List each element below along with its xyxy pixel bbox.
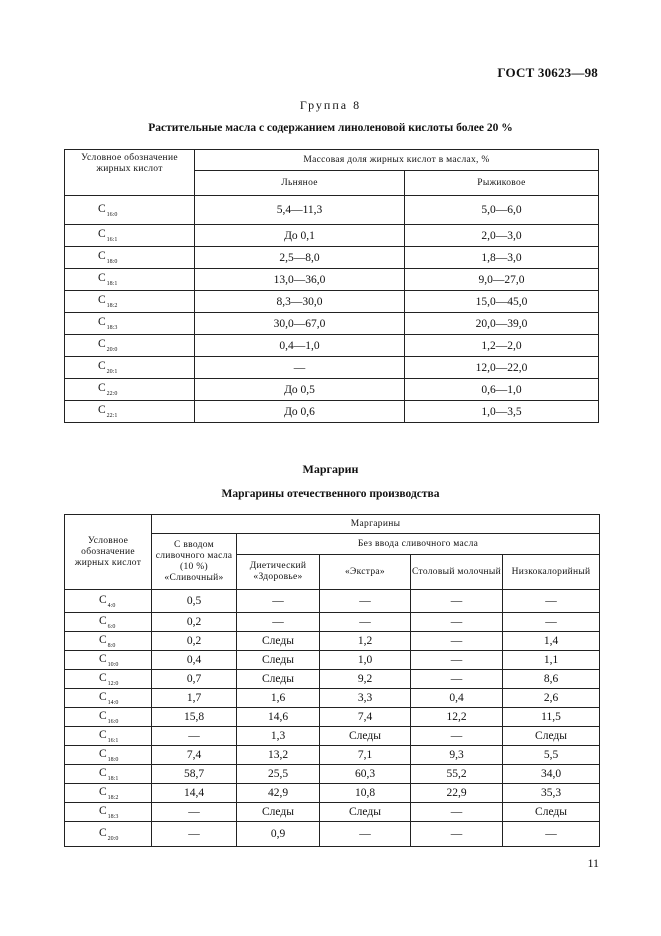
table-cell: 1,3 xyxy=(237,727,320,746)
table-cell: 1,2—2,0 xyxy=(405,335,599,357)
acid-symbol: C xyxy=(99,804,107,817)
acid-symbol: C xyxy=(98,272,106,284)
acid-symbol: C xyxy=(99,633,107,646)
table-cell: 0,4—1,0 xyxy=(195,335,405,357)
acid-symbol: C xyxy=(98,202,106,215)
acid-label xyxy=(65,269,195,291)
vegetable-oils-table xyxy=(64,149,599,423)
table-cell: — xyxy=(237,613,320,632)
table-cell: 58,7 xyxy=(152,765,237,784)
acid-subscript: 10:0 xyxy=(107,661,119,668)
table-cell: 0,7 xyxy=(152,670,237,689)
acid-subscript: 22:0 xyxy=(106,391,118,397)
table-cell: Следы xyxy=(237,803,320,822)
table-cell: 15,0—45,0 xyxy=(405,291,599,313)
table-cell: Следы xyxy=(237,651,320,670)
acid-subscript: 18:3 xyxy=(106,325,118,331)
table-row xyxy=(65,784,600,803)
table-cell: — xyxy=(411,822,503,847)
mass-fraction-header: Массовая доля жирных кислот в маслах, % xyxy=(195,150,599,171)
acid-subscript: 16:0 xyxy=(107,718,119,725)
acid-subscript: 12:0 xyxy=(107,680,119,687)
acid-label xyxy=(65,784,152,803)
table-cell: 2,0—3,0 xyxy=(405,225,599,247)
page-number: 11 xyxy=(587,856,599,870)
table-row xyxy=(65,247,599,269)
table-cell: — xyxy=(152,803,237,822)
table-cell: 1,8—3,0 xyxy=(405,247,599,269)
acid-label xyxy=(65,196,195,225)
table-cell: 7,1 xyxy=(320,746,411,765)
table-cell: — xyxy=(503,590,600,613)
table-row xyxy=(65,765,600,784)
table-cell: 1,7 xyxy=(152,689,237,708)
table-cell: 35,3 xyxy=(503,784,600,803)
table-cell: — xyxy=(320,590,411,613)
acid-symbol: C xyxy=(98,360,106,372)
acid-subscript: 16:1 xyxy=(107,737,119,744)
column-header: Низкокалорийный xyxy=(503,555,600,590)
table-row xyxy=(65,401,599,423)
table-cell: 20,0—39,0 xyxy=(405,313,599,335)
acid-label xyxy=(65,765,152,784)
table-row xyxy=(65,291,599,313)
table-cell: — xyxy=(411,651,503,670)
table-cell: 0,9 xyxy=(237,822,320,847)
table-cell: 13,0—36,0 xyxy=(195,269,405,291)
acid-label xyxy=(65,822,152,847)
table-row xyxy=(65,225,599,247)
table-row xyxy=(65,379,599,401)
acid-label xyxy=(65,632,152,651)
acid-label xyxy=(65,247,195,269)
acid-subscript: 22:1 xyxy=(106,413,118,419)
acid-subscript: 18:1 xyxy=(107,775,119,782)
acid-label xyxy=(65,651,152,670)
table-cell: — xyxy=(411,727,503,746)
column-header: Рыжиковое xyxy=(405,171,599,196)
table-cell: 1,0 xyxy=(320,651,411,670)
table2-title: Маргарины отечественного производства xyxy=(221,488,440,500)
table-cell: — xyxy=(411,803,503,822)
table-row xyxy=(65,632,600,651)
acid-label xyxy=(65,335,195,357)
table-row xyxy=(65,689,600,708)
acid-symbol: C xyxy=(98,316,106,328)
table-cell: 1,1 xyxy=(503,651,600,670)
table-cell: 1,0—3,5 xyxy=(405,401,599,423)
acid-subscript: 18:1 xyxy=(106,281,118,287)
acid-subscript: 16:0 xyxy=(106,211,118,218)
column-header: Столовый молочный xyxy=(411,555,503,590)
acid-symbol: C xyxy=(99,652,107,665)
table-cell: 14,4 xyxy=(152,784,237,803)
table-cell: 0,2 xyxy=(152,613,237,632)
acid-symbol: C xyxy=(99,593,107,606)
acid-symbol: C xyxy=(98,338,106,350)
acid-symbol: C xyxy=(99,690,107,703)
table-cell: 15,8 xyxy=(152,708,237,727)
table-row xyxy=(65,708,600,727)
table-cell: 1,6 xyxy=(237,689,320,708)
table-cell: До 0,6 xyxy=(195,401,405,423)
acid-symbol: C xyxy=(99,826,107,839)
acid-designation-header: Условное обозначение жирных кислот xyxy=(65,150,195,196)
acid-subscript: 18:2 xyxy=(106,303,118,309)
margarines-header: Маргарины xyxy=(152,515,600,534)
table-cell: 60,3 xyxy=(320,765,411,784)
column-header: Диетический «Здоровье» xyxy=(237,555,320,590)
acid-symbol: C xyxy=(98,382,106,394)
column-header: «Экстра» xyxy=(320,555,411,590)
table-cell: 22,9 xyxy=(411,784,503,803)
acid-designation-header: Условное обозначение жирных кислот xyxy=(65,515,152,590)
acid-symbol: C xyxy=(99,747,107,760)
acid-label xyxy=(65,670,152,689)
table-cell: — xyxy=(411,613,503,632)
table-cell: 0,2 xyxy=(152,632,237,651)
acid-label xyxy=(65,401,195,423)
table-cell: 0,6—1,0 xyxy=(405,379,599,401)
table-cell: 3,3 xyxy=(320,689,411,708)
table1-body xyxy=(65,196,599,423)
acid-symbol: C xyxy=(98,404,106,416)
table-cell: До 0,1 xyxy=(195,225,405,247)
acid-subscript: 18:3 xyxy=(107,813,119,820)
table-cell: — xyxy=(503,822,600,847)
table-cell: 13,2 xyxy=(237,746,320,765)
table-cell: Следы xyxy=(237,670,320,689)
table-row xyxy=(65,335,599,357)
acid-subscript: 18:0 xyxy=(107,756,119,763)
acid-subscript: 8:0 xyxy=(107,642,116,649)
table-cell: Следы xyxy=(503,803,600,822)
table-cell: 9,0—27,0 xyxy=(405,269,599,291)
acid-label xyxy=(65,689,152,708)
table-cell: 8,3—30,0 xyxy=(195,291,405,313)
table-cell: — xyxy=(411,670,503,689)
table2-body xyxy=(65,590,600,847)
table-row xyxy=(65,613,600,632)
acid-label xyxy=(65,313,195,335)
table-cell: 1,4 xyxy=(503,632,600,651)
acid-label xyxy=(65,708,152,727)
table-cell: 11,5 xyxy=(503,708,600,727)
table-cell: До 0,5 xyxy=(195,379,405,401)
table-cell: 34,0 xyxy=(503,765,600,784)
table-cell: 7,4 xyxy=(152,746,237,765)
table-row xyxy=(65,196,599,225)
table-cell: 12,0—22,0 xyxy=(405,357,599,379)
table-cell: 2,5—8,0 xyxy=(195,247,405,269)
acid-symbol: C xyxy=(99,728,107,741)
group-heading: Группа 8 xyxy=(299,98,362,112)
table-cell: Следы xyxy=(503,727,600,746)
table1-title: Растительные масла с содержанием линоленовой кислоты более 20 % xyxy=(148,122,513,134)
table-cell: 9,3 xyxy=(411,746,503,765)
acid-label xyxy=(65,803,152,822)
table-row xyxy=(65,746,600,765)
table-cell: 55,2 xyxy=(411,765,503,784)
table-row xyxy=(65,651,600,670)
acid-label xyxy=(65,225,195,247)
margarine-table xyxy=(64,514,600,847)
table-cell: Следы xyxy=(320,803,411,822)
table-cell: 0,4 xyxy=(152,651,237,670)
table-cell: 5,5 xyxy=(503,746,600,765)
acid-subscript: 20:1 xyxy=(106,369,118,375)
table-cell: — xyxy=(320,613,411,632)
document-code: ГОСТ 30623—98 xyxy=(497,65,598,80)
table-cell: — xyxy=(320,822,411,847)
table-cell: — xyxy=(237,590,320,613)
acid-label xyxy=(65,379,195,401)
table-cell: 12,2 xyxy=(411,708,503,727)
acid-label xyxy=(65,357,195,379)
table-row xyxy=(65,670,600,689)
acid-subscript: 16:1 xyxy=(106,237,118,243)
acid-symbol: C xyxy=(98,294,106,306)
acid-subscript: 18:2 xyxy=(107,794,119,801)
table-cell: 25,5 xyxy=(237,765,320,784)
table-cell: 2,6 xyxy=(503,689,600,708)
section-title: Маргарин xyxy=(302,462,359,476)
with-butter-header: С вводом сливочного масла (10 %) «Сливочный» xyxy=(152,534,237,590)
acid-subscript: 4:0 xyxy=(107,602,116,609)
acid-symbol: C xyxy=(99,709,107,722)
acid-symbol: C xyxy=(99,785,107,798)
table-cell: 5,0—6,0 xyxy=(405,196,599,225)
acid-symbol: C xyxy=(99,614,107,627)
acid-subscript: 14:0 xyxy=(107,699,119,706)
acid-symbol: C xyxy=(98,250,106,262)
table-row xyxy=(65,313,599,335)
table-cell: — xyxy=(152,727,237,746)
table-row xyxy=(65,357,599,379)
acid-symbol: C xyxy=(99,766,107,779)
table-cell: — xyxy=(503,613,600,632)
table-row xyxy=(65,269,599,291)
table-cell: 42,9 xyxy=(237,784,320,803)
table-cell: 1,2 xyxy=(320,632,411,651)
acid-symbol: C xyxy=(98,228,106,240)
acid-subscript: 18:0 xyxy=(106,259,118,265)
table-row xyxy=(65,590,600,613)
table-cell: Следы xyxy=(237,632,320,651)
column-header: Льняное xyxy=(195,171,405,196)
acid-subscript: 20:0 xyxy=(107,835,119,842)
table-cell: — xyxy=(411,590,503,613)
acid-label xyxy=(65,727,152,746)
acid-label xyxy=(65,613,152,632)
table-row xyxy=(65,803,600,822)
table-cell: 10,8 xyxy=(320,784,411,803)
acid-label xyxy=(65,746,152,765)
table-row xyxy=(65,727,600,746)
table-row xyxy=(65,822,600,847)
table-cell: 8,6 xyxy=(503,670,600,689)
acid-subscript: 6:0 xyxy=(107,623,116,630)
acid-label xyxy=(65,291,195,313)
table-cell: Следы xyxy=(320,727,411,746)
acid-label xyxy=(65,590,152,613)
table-cell: 9,2 xyxy=(320,670,411,689)
table-cell: 0,5 xyxy=(152,590,237,613)
table-cell: — xyxy=(195,357,405,379)
acid-subscript: 20:0 xyxy=(106,347,118,353)
table-cell: 5,4—11,3 xyxy=(195,196,405,225)
table-cell: 7,4 xyxy=(320,708,411,727)
table-cell: 14,6 xyxy=(237,708,320,727)
without-butter-header: Без ввода сливочного масла xyxy=(237,534,600,555)
table-cell: — xyxy=(152,822,237,847)
table-cell: 0,4 xyxy=(411,689,503,708)
table-cell: 30,0—67,0 xyxy=(195,313,405,335)
acid-symbol: C xyxy=(99,671,107,684)
table-cell: — xyxy=(411,632,503,651)
